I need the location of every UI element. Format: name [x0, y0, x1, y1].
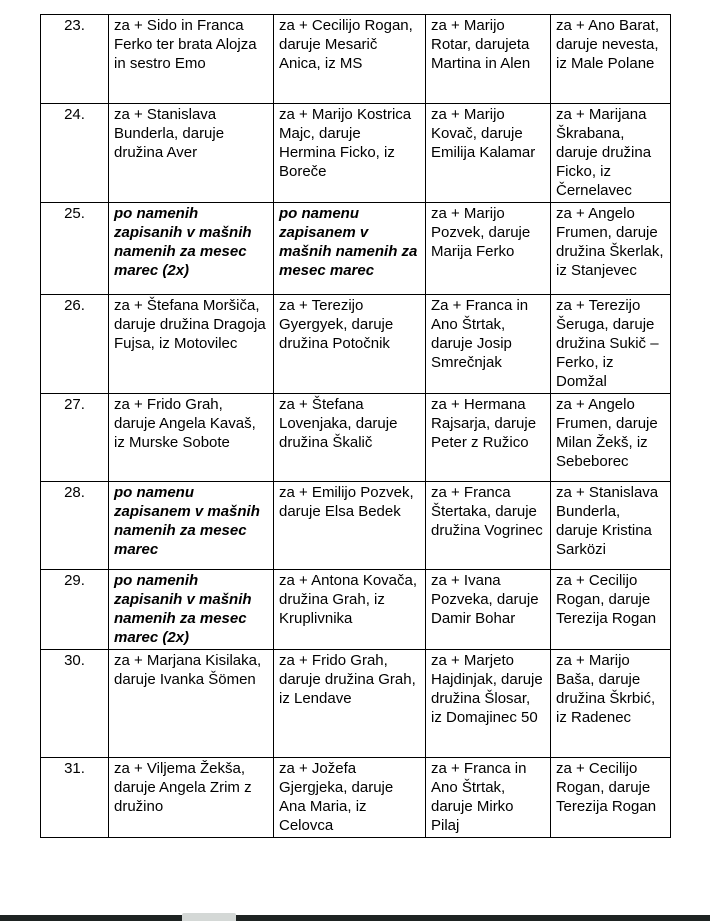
- intention-cell: za + Marijo Pozvek, daruje Marija Ferko: [426, 203, 551, 295]
- row-number: 29.: [41, 570, 109, 650]
- row-number: 26.: [41, 295, 109, 394]
- intention-cell: za + Hermana Rajsarja, daruje Peter z Ružico: [426, 394, 551, 482]
- intention-cell: za + Jožefa Gjergjeka, daruje Ana Maria, iz Celovca: [274, 758, 426, 838]
- row-number: 24.: [41, 104, 109, 203]
- intention-cell: za + Franca Štertaka, daruje družina Vogrinec: [426, 482, 551, 570]
- row-number: 25.: [41, 203, 109, 295]
- intention-cell: za + Franca in Ano Štrtak, daruje Mirko Pilaj: [426, 758, 551, 838]
- intention-cell: Za + Franca in Ano Štrtak, daruje Josip Smrečnjak: [426, 295, 551, 394]
- table-row: [41, 394, 671, 482]
- mass-intentions-table: [40, 14, 671, 838]
- table-row: [41, 203, 671, 295]
- table-row: [41, 15, 671, 104]
- intention-cell: za + Sido in Franca Ferko ter brata Alojza in sestro Emo: [109, 15, 274, 104]
- intention-cell: za + Terezijo Šeruga, daruje družina Sukič – Ferko, iz Domžal: [551, 295, 671, 394]
- intention-cell: za + Antona Kovača, družina Grah, iz Kruplivnika: [274, 570, 426, 650]
- table-row: [41, 295, 671, 394]
- intention-cell: za + Cecilijo Rogan, daruje Terezija Rogan: [551, 570, 671, 650]
- intention-cell: za + Marijo Baša, daruje družina Škrbić, iz Radenec: [551, 650, 671, 758]
- intention-cell: za + Ano Barat, daruje nevesta, iz Male Polane: [551, 15, 671, 104]
- intention-cell: za + Štefana Lovenjaka, daruje družina Škalič: [274, 394, 426, 482]
- row-number: 28.: [41, 482, 109, 570]
- bottom-bar: [0, 915, 710, 921]
- table-row: [41, 650, 671, 758]
- intention-cell: za + Marijo Rotar, darujeta Martina in Alen: [426, 15, 551, 104]
- intention-cell: za + Angelo Frumen, daruje Milan Žekš, iz Sebeborec: [551, 394, 671, 482]
- intention-cell: po namenu zapisanem v mašnih namenih za mesec marec: [109, 482, 274, 570]
- intention-cell: po namenih zapisanih v mašnih namenih za mesec marec (2x): [109, 203, 274, 295]
- intention-cell: za + Cecilijo Rogan, daruje Mesarič Anica, iz MS: [274, 15, 426, 104]
- intention-cell: za + Frido Grah, daruje Angela Kavaš, iz Murske Sobote: [109, 394, 274, 482]
- intention-cell: za + Stanislava Bunderla, daruje družina Aver: [109, 104, 274, 203]
- intention-cell: za + Marjeto Hajdinjak, daruje družina Šlosar, iz Domajinec 50: [426, 650, 551, 758]
- intention-cell: za + Štefana Moršiča, daruje družina Dragoja Fujsa, iz Motovilec: [109, 295, 274, 394]
- table-row: [41, 482, 671, 570]
- intention-cell: za + Marijana Škrabana, daruje družina Ficko, iz Černelavec: [551, 104, 671, 203]
- table-row: [41, 104, 671, 203]
- intention-cell: za + Cecilijo Rogan, daruje Terezija Rogan: [551, 758, 671, 838]
- table-body: [41, 15, 671, 838]
- intention-cell: po namenih zapisanih v mašnih namenih za mesec marec (2x): [109, 570, 274, 650]
- bottom-bar-highlight: [182, 913, 236, 921]
- intention-cell: za + Angelo Frumen, daruje družina Škerlak, iz Stanjevec: [551, 203, 671, 295]
- intention-cell: za + Marijo Kovač, daruje Emilija Kalamar: [426, 104, 551, 203]
- row-number: 30.: [41, 650, 109, 758]
- intention-cell: za + Emilijo Pozvek, daruje Elsa Bedek: [274, 482, 426, 570]
- intention-cell: za + Viljema Žekša, daruje Angela Zrim z družino: [109, 758, 274, 838]
- table-row: [41, 758, 671, 838]
- intention-cell: po namenu zapisanem v mašnih namenih za mesec marec: [274, 203, 426, 295]
- row-number: 23.: [41, 15, 109, 104]
- intention-cell: za + Ivana Pozveka, daruje Damir Bohar: [426, 570, 551, 650]
- table-row: [41, 570, 671, 650]
- intention-cell: za + Stanislava Bunderla, daruje Kristina Sarközi: [551, 482, 671, 570]
- intention-cell: za + Marjana Kisilaka, daruje Ivanka Šömen: [109, 650, 274, 758]
- intention-cell: za + Terezijo Gyergyek, daruje družina Potočnik: [274, 295, 426, 394]
- intention-cell: za + Marijo Kostrica Majc, daruje Hermina Ficko, iz Boreče: [274, 104, 426, 203]
- row-number: 27.: [41, 394, 109, 482]
- intention-cell: za + Frido Grah, daruje družina Grah, iz Lendave: [274, 650, 426, 758]
- row-number: 31.: [41, 758, 109, 838]
